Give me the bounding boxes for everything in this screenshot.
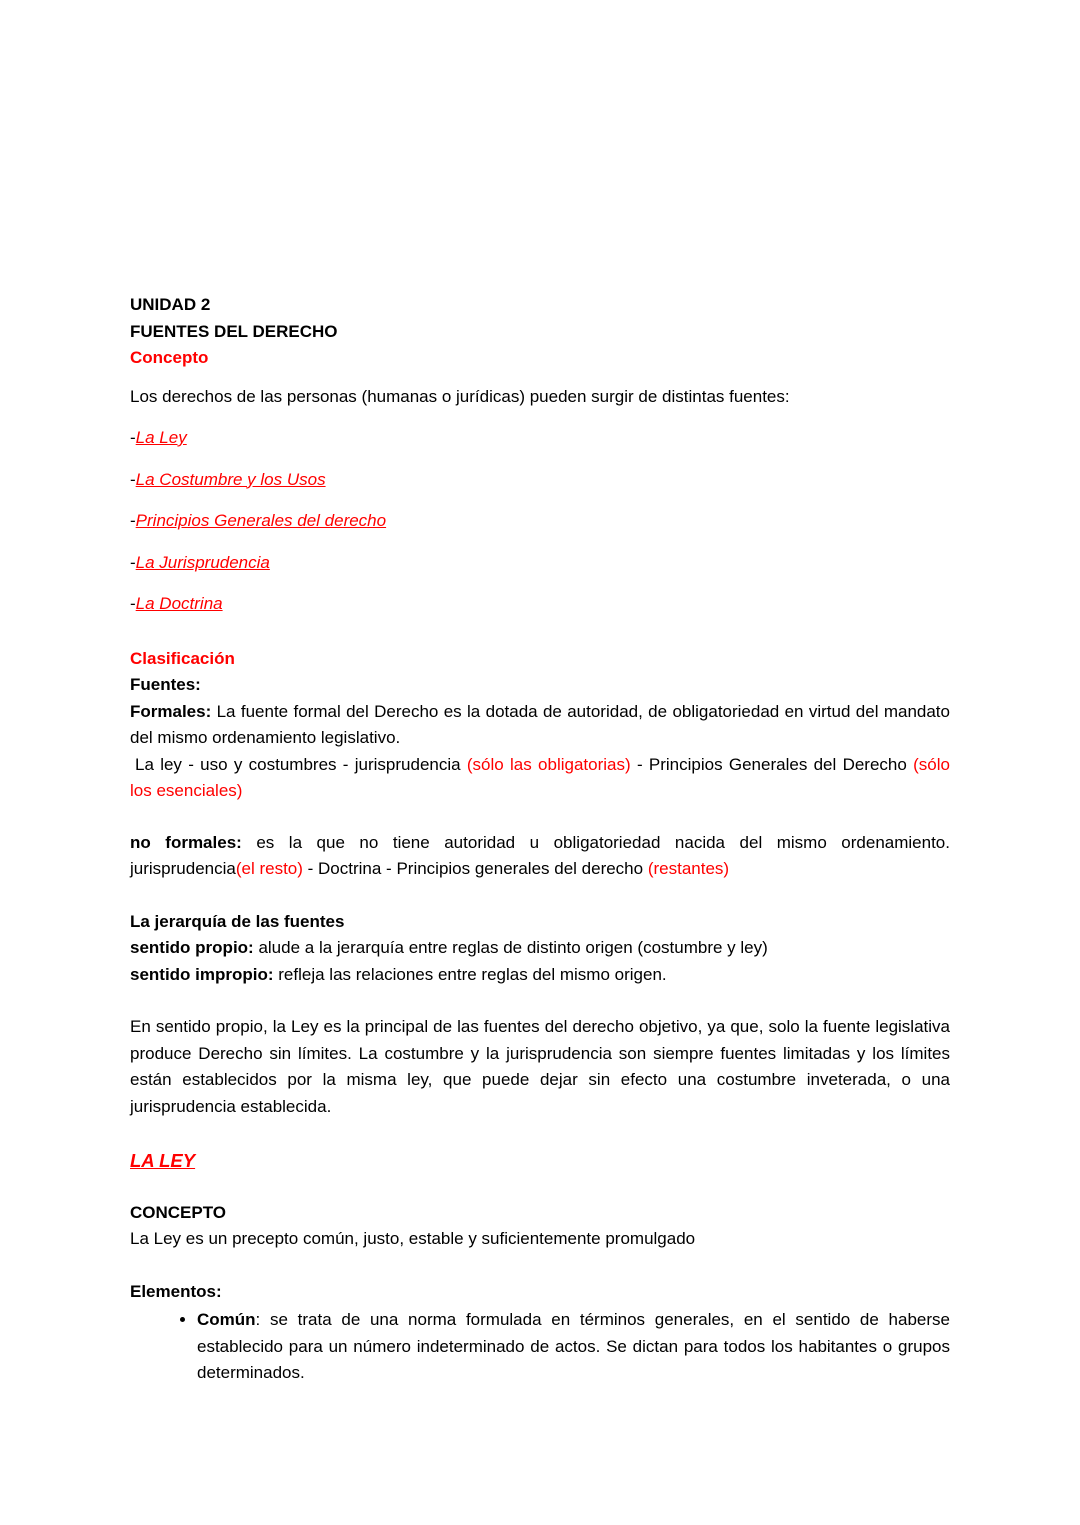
concepto-label: CONCEPTO — [130, 1202, 227, 1222]
dash: - — [130, 594, 136, 613]
source-item-la-ley — [130, 425, 950, 452]
dash: - — [130, 428, 136, 447]
link-la-jurisprudencia[interactable]: La Jurisprudencia — [135, 552, 270, 572]
jerarquia-heading: La jerarquía de las fuentes — [130, 911, 345, 931]
list-item-comun — [197, 1307, 950, 1387]
comun-text: : se trata de una norma formulada en términos generales, en el sentido de haberse establecido para un número indeterminado de actos. Se dictan para todos los habitantes o grupos determinados. — [197, 1310, 950, 1382]
source-item-doctrina — [130, 591, 950, 618]
concepto-text: La Ley es un precepto común, justo, estable y suficientemente promulgado — [130, 1229, 696, 1248]
unit-title: UNIDAD 2 — [130, 295, 211, 314]
formales-list-paragraph — [130, 752, 950, 805]
concepto-heading: Concepto — [130, 348, 209, 367]
sentido-impropio-line — [130, 962, 950, 989]
formales-list-red1: (sólo las obligatorias) — [466, 754, 631, 774]
formales-label: Formales: — [130, 701, 212, 721]
sentido-propio-text: alude a la jerarquía entre reglas de distinto origen (costumbre y ley) — [253, 938, 768, 957]
no-formales-red2: (restantes) — [647, 859, 730, 878]
formales-list-part2: - Principios Generales del Derecho — [630, 754, 914, 774]
formales-text: La fuente formal del Derecho es la dotada de autoridad, de obligatoriedad en virtud del mandato del mismo ordenamiento legislativo. — [130, 701, 950, 747]
dash: - — [130, 552, 136, 572]
link-la-doctrina[interactable]: La Doctrina — [135, 594, 223, 613]
no-formales-label: no formales: — [130, 832, 242, 852]
no-formales-text1: es la que no tiene autoridad u obligatoriedad nacida del mismo ordenamiento. jurisprudencia — [130, 832, 950, 878]
link-la-costumbre[interactable]: La Costumbre y los Usos — [135, 469, 326, 489]
link-la-ley[interactable]: La Ley — [135, 428, 187, 447]
no-formales-red1: (el resto) — [235, 859, 303, 878]
fuentes-label: Fuentes: — [130, 675, 201, 694]
link-principios-generales[interactable]: Principios Generales del derecho — [135, 511, 387, 530]
sentido-impropio-text: refleja las relaciones entre reglas del mismo origen. — [273, 964, 667, 984]
comun-label: Común — [197, 1310, 256, 1329]
intro-paragraph: Los derechos de las personas (humanas o jurídicas) pueden surgir de distintas fuentes: — [130, 386, 790, 406]
formales-paragraph — [130, 699, 950, 752]
document-title: FUENTES DEL DERECHO — [130, 321, 338, 341]
sentido-impropio-label: sentido impropio: — [130, 964, 274, 984]
formales-list-part1: La ley - uso y costumbres - jurisprudencia — [135, 754, 467, 774]
sentido-propio-paragraph: En sentido propio, la Ley es la principal de las fuentes del derecho objetivo, ya que, solo la fuente legislativa produce Derecho sin límites. La costumbre y la jurisprudencia son siempre fuentes limitadas y los límites están establecidos por la misma ley, que puede dejar sin efecto una costumbre inveterada, o una jurisprudencia establecida. — [130, 1017, 950, 1116]
dash: - — [130, 469, 136, 489]
no-formales-text2: - Doctrina - Principios generales del derecho — [302, 859, 648, 878]
dash: - — [130, 511, 136, 530]
source-item-principios — [130, 508, 950, 535]
sentido-propio-line — [130, 935, 950, 962]
source-item-costumbre — [130, 467, 950, 494]
elementos-label: Elementos: — [130, 1281, 222, 1301]
sentido-propio-label: sentido propio: — [130, 938, 254, 957]
no-formales-paragraph — [130, 830, 950, 883]
elementos-list — [130, 1307, 950, 1387]
la-ley-heading: LA LEY — [130, 1150, 196, 1171]
clasificacion-heading: Clasificación — [130, 648, 235, 668]
source-item-jurisprudencia — [130, 550, 950, 577]
formales-list-red2: (sólo los esenciales) — [130, 754, 950, 800]
